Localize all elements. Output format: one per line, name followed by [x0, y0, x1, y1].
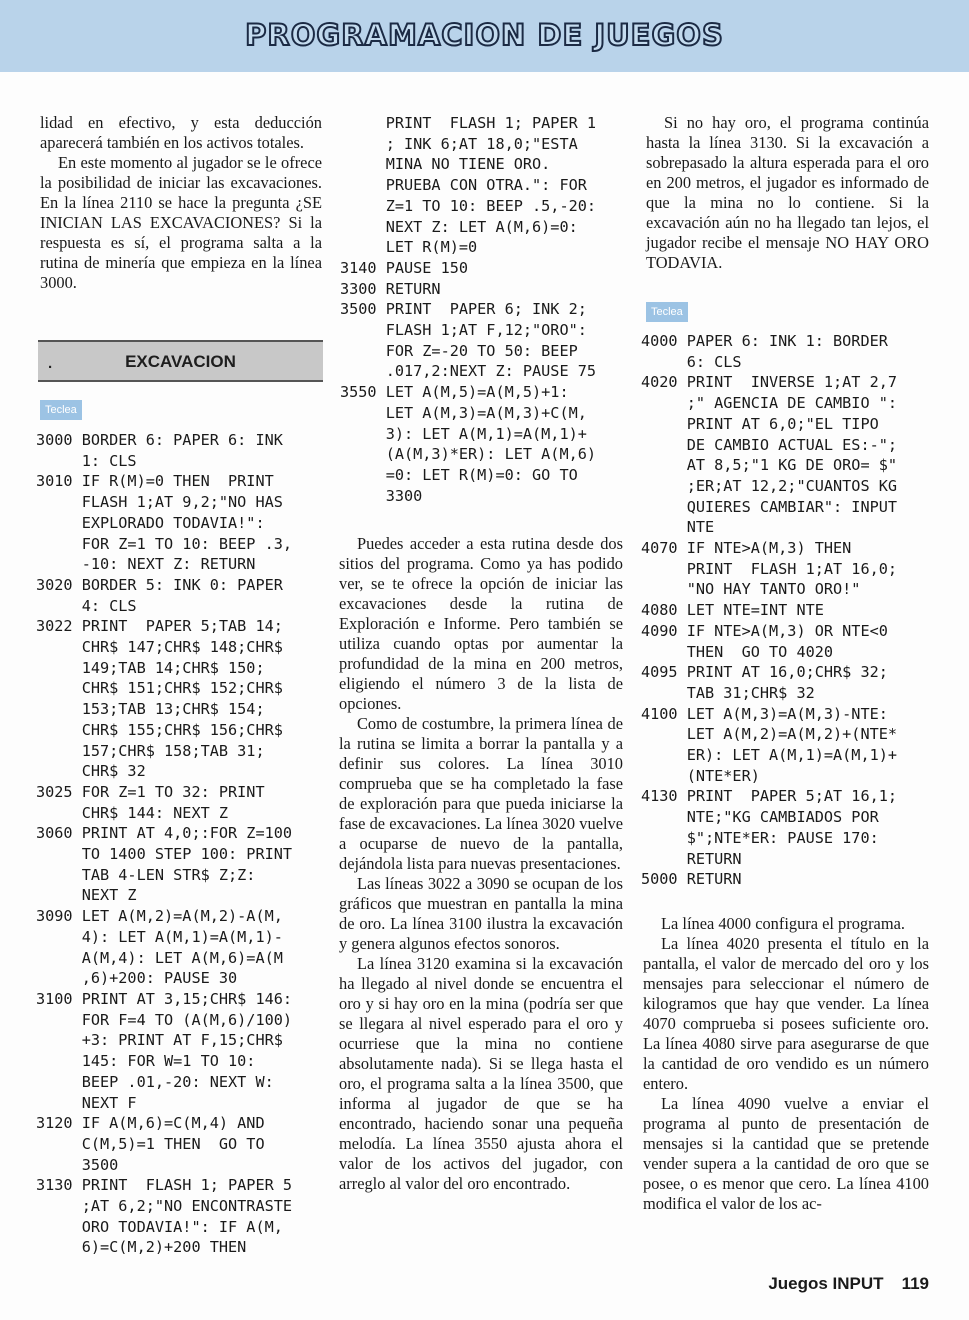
header-title: PROGRAMACION DE JUEGOS	[245, 18, 724, 52]
code-listing-1: 3000 BORDER 6: PAPER 6: INK 1: CLS 3010 IF R(M)=0 THEN PRINT FLASH 1;AT 9,2;"NO HAS EXPLORADO TODAVIA!": FOR Z=1 TO 10: BEEP .3, -10: NEXT Z: RETURN 3020 BORDER 5: INK 0: PAPER 4: CLS 3022 PRINT PAPER 5;TAB 14; CHR$ 147;CHR$ 148;CHR$ 149;TAB 14;CHR$ 150; CHR$ 151;CHR$ 152;CHR$ 153;TAB 13;CHR$ 154; CHR$ 155;CHR$ 156;CHR$ 157;CHR$ 158;TAB 31; CHR$ 32 3025 FOR Z=1 TO 32: PRINT CHR$ 144: NEXT Z 3060 PRINT AT 4,0;:FOR Z=100 TO 1400 STEP 100: PRINT TAB 4-LEN STR$ Z;Z: NEXT Z 3090 LET A(M,2)=A(M,2)-A(M, 4): LET A(M,1)=A(M,1)- A(M,4): LET A(M,6)=A(M ,6)+200: PAUSE 30 3100 PRINT AT 3,15;CHR$ 146: FOR F=4 TO (A(M,6)/100) +3: PRINT AT F,15;CHR$ 145: FOR W=1 TO 10: BEEP .01,-20: NEXT W: NEXT F 3120 IF A(M,6)=C(M,4) AND C(M,5)=1 THEN GO TO 3500 3130 PRINT FLASH 1; PAPER 5 ;AT 6,2;"NO ENCONTRASTE ORO TODAVIA!": IF A(M, 6)=C(M,2)+200 THEN	[36, 431, 293, 1257]
col1-paragraph-1: lidad en efectivo, y esta deducción aparecerá también en los activos totales.	[40, 113, 322, 152]
footer-label: Juegos INPUT	[768, 1274, 884, 1293]
col3-paragraph-2: La línea 4000 configura el programa.	[661, 914, 905, 933]
page-footer	[750, 1274, 929, 1294]
section-header-excavacion	[38, 340, 323, 382]
page-number: 119	[901, 1274, 929, 1293]
teclea-tag-1: Teclea	[40, 400, 82, 420]
section-bullet: .	[48, 355, 53, 372]
page-header	[0, 0, 969, 72]
col3-paragraph-4: La línea 4090 vuelve a enviar el programa al punto de presentación de mensajes si la cantidad que se pretende vender supera a la cantidad de oro que se posee, o es menor que cero. La línea 4100 modifica el valor de los ac-	[643, 1094, 929, 1213]
section-title: EXCAVACION	[125, 352, 236, 371]
col2-paragraph-1: Puedes acceder a esta rutina desde dos sitios del programa. Como ya has podido ver, se te ofrece la opción de iniciar las excavaciones desde la rutina de Exploración e Informe. Pero también se utiliza cuando optas por aumentar la profundidad de la mina en 200 metros, eligiendo el número 3 de la lista de opciones.	[339, 534, 623, 713]
column-1-text	[40, 113, 322, 293]
teclea-tag-2: Teclea	[646, 302, 688, 322]
column-3-text-bottom	[643, 914, 929, 1214]
col3-paragraph-3: La línea 4020 presenta el título en la pantalla, el valor de mercado del oro y los mensajes para seleccionar el número de kilogramos que hay que vender. La línea 4070 comprueba si posees suficiente oro. La línea 4080 sirve para asegurarse de que la cantidad de oro vendido es un número entero.	[643, 934, 929, 1093]
col2-paragraph-3: Las líneas 3022 a 3090 se ocupan de los gráficos que muestran en pantalla la mina de oro. La línea 3100 ilustra la excavación y genera algunos efectos sonoros.	[339, 874, 623, 953]
code-listing-2: PRINT FLASH 1; PAPER 1 ; INK 6;AT 18,0;"ESTA MINA NO TIENE ORO. PRUEBA CON OTRA.": FOR Z=1 TO 10: BEEP .5,-20: NEXT Z: LET A(M,6)=0: LET R(M)=0 3140 PAUSE 150 3300 RETURN 3500 PRINT PAPER 6; INK 2; FLASH 1;AT F,12;"ORO": FOR Z=-20 TO 50: BEEP .017,2:NEXT Z: PAUSE 75 3550 LET A(M,5)=A(M,5)+1: LET A(M,3)=A(M,3)+C(M, 3): LET A(M,1)=A(M,1)+ (A(M,3)*ER): LET A(M,6) =0: LET R(M)=0: GO TO 3300	[340, 114, 597, 505]
column-2-text	[339, 534, 623, 1194]
col3-paragraph-1: Si no hay oro, el programa continúa hasta la línea 3130. Si la excavación a sobrepasado la altura esperada para el oro en 200 metros, el jugador es informado de que la mina no lo contiene. Si la excavación aún no ha llegado tan lejos, el jugador recibe el mensaje NO HAY ORO TODAVIA.	[646, 113, 929, 272]
col2-paragraph-4: La línea 3120 examina si la excavación ha llegado al nivel donde se encuentra el oro y si hay oro en la mina (podría ser que se llegara al nivel esperado para el oro y ocurriese que la mina no contiene absolutamente nada). Si se llega hasta el oro, el programa salta a la línea 3500, que informa al jugador de que se ha encontrado, haciendo sonar una pequeña melodía. La línea 3550 ajusta ahora el valor de los activos del jugador, con arreglo al valor del oro encontrado.	[339, 954, 623, 1193]
col1-paragraph-2: En este momento al jugador se le ofrece la posibilidad de iniciar las excavaciones. En la línea 2110 se hace la pregunta ¿SE INICIAN LAS EXCAVACIONES? Si la respuesta es sí, el programa salta a la rutina de minería que empieza en la línea 3000.	[40, 153, 322, 292]
column-3-text-top	[646, 113, 929, 273]
code-listing-3: 4000 PAPER 6: INK 1: BORDER 6: CLS 4020 PRINT INVERSE 1;AT 2,7 ;" AGENCIA DE CAMBIO ": PRINT AT 6,0;"EL TIPO DE CAMBIO ACTUAL ES:-"; AT 8,5;"1 KG DE ORO= $" ;ER;AT 12,2;"CUANTOS KG QUIERES CAMBIAR": INPUT NTE 4070 IF NTE>A(M,3) THEN PRINT FLASH 1;AT 16,0; "NO HAY TANTO ORO!" 4080 LET NTE=INT NTE 4090 IF NTE>A(M,3) OR NTE<0 THEN GO TO 4020 4095 PRINT AT 16,0;CHR$ 32; TAB 31;CHR$ 32 4100 LET A(M,3)=A(M,3)-NTE: LET A(M,2)=A(M,2)+(NTE* ER): LET A(M,1)=A(M,1)+ (NTE*ER) 4130 PRINT PAPER 5;AT 16,1; NTE;"KG CAMBIADOS POR $";NTE*ER: PAUSE 170: RETURN 5000 RETURN	[641, 332, 898, 889]
col2-paragraph-2: Como de costumbre, la primera línea de la rutina se limita a borrar la pantalla y a definir sus colores. La línea 3010 comprueba que se ha completado la fase de exploración para que pueda iniciarse la fase de excavaciones. La línea 3020 vuelve a ocuparse de nuevo de la pantalla, dejándola lista para nuevas presentaciones.	[339, 714, 623, 873]
